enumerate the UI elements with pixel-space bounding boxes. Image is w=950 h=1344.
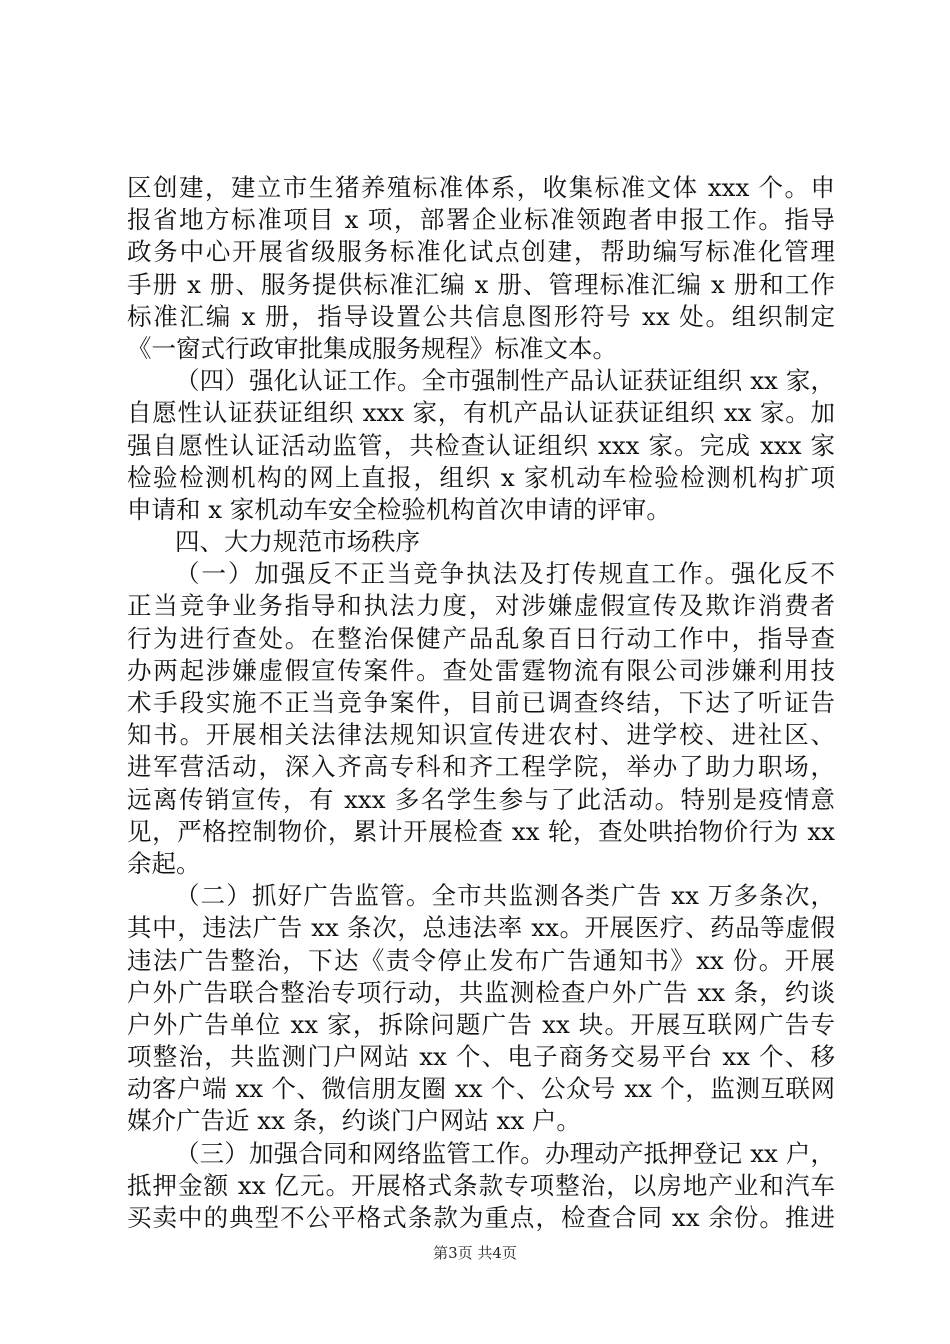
text-line: 申请和 x 家机动车安全检验机构首次申请的评审。 bbox=[127, 494, 671, 524]
text-line: 《一窗式行政审批集成服务规程》标准文本。 bbox=[127, 333, 617, 363]
text-line: 户外广告单位 xx 家，拆除问题广告 xx 块。开展互联网广告专 bbox=[127, 1009, 835, 1039]
text-line: 强自愿性认证活动监管，共检查认证组织 xxx 家。完成 xxx 家 bbox=[127, 430, 835, 460]
text-line: 政务中心开展省级服务标准化试点创建，帮助编写标准化管理 bbox=[127, 237, 835, 267]
paragraph-start-line: （四）强化认证工作。全市强制性产品认证获证组织 xx 家， bbox=[175, 366, 835, 396]
section-heading: 四、大力规范市场秩序 bbox=[175, 527, 420, 557]
text-line: 术手段实施不正当竞争案件，目前已调查终结，下达了听证告 bbox=[127, 688, 835, 717]
text-line: 行为进行查处。在整治保健产品乱象百日行动工作中，指导查 bbox=[127, 623, 835, 653]
text-line: 媒介广告近 xx 条，约谈门户网站 xx 户。 bbox=[127, 1106, 581, 1136]
text-line: 办两起涉嫌虚假宣传案件。查处雷霆物流有限公司涉嫌利用技 bbox=[127, 655, 835, 685]
document-body bbox=[127, 172, 835, 1234]
text-line: 见，严格控制物价，累计开展检查 xx 轮，查处哄抬物价行为 xx bbox=[127, 816, 835, 846]
paragraph-start-line: （三）加强合同和网络监管工作。办理动产抵押登记 xx 户， bbox=[175, 1138, 835, 1168]
text-line: 余起。 bbox=[127, 848, 201, 878]
text-line: 手册 x 册、服务提供标准汇编 x 册、管理标准汇编 x 册和工作 bbox=[127, 269, 835, 299]
text-line: 违法广告整治，下达《责令停止发布广告通知书》xx 份。开展 bbox=[127, 945, 835, 975]
text-line: 进军营活动，深入齐高专科和齐工程学院，举办了助力职场， bbox=[127, 752, 835, 782]
text-line: 远离传销宣传，有 xxx 多名学生参与了此活动。特别是疫情意 bbox=[127, 784, 835, 814]
page-footer: 第3页 共4页 bbox=[433, 1244, 517, 1262]
text-line: 其中，违法广告 xx 条次，总违法率 xx。开展医疗、药品等虚假 bbox=[127, 913, 835, 943]
text-line: 买卖中的典型不公平格式条款为重点，检查合同 xx 余份。推进 bbox=[127, 1203, 835, 1232]
text-line: 抵押金额 xx 亿元。开展格式条款专项整治，以房地产业和汽车 bbox=[127, 1170, 835, 1200]
text-line: 自愿性认证获证组织 xxx 家，有机产品认证获证组织 xx 家。加 bbox=[127, 398, 835, 428]
paragraph-start-line: （二）抓好广告监管。全市共监测各类广告 xx 万多条次， bbox=[175, 881, 835, 911]
text-line: 报省地方标准项目 x 项，部署企业标准领跑者申报工作。指导 bbox=[127, 205, 835, 235]
text-line: 标准汇编 x 册，指导设置公共信息图形符号 xx 处。组织制定 bbox=[127, 301, 835, 331]
text-line: 项整治，共监测门户网站 xx 个、电子商务交易平台 xx 个、移 bbox=[127, 1042, 835, 1072]
text-line: 检验检测机构的网上直报，组织 x 家机动车检验检测机构扩项 bbox=[127, 462, 835, 492]
text-line: 正当竞争业务指导和执法力度，对涉嫌虚假宣传及欺诈消费者 bbox=[127, 591, 835, 621]
text-line: 区创建，建立市生猪养殖标准体系，收集标准文体 xxx 个。申 bbox=[127, 173, 835, 202]
text-line: 户外广告联合整治专项行动，共监测检查户外广告 xx 条，约谈 bbox=[127, 977, 835, 1007]
text-line: 知书。开展相关法律法规知识宣传进农村、进学校、进社区、 bbox=[127, 720, 835, 750]
text-line: 动客户端 xx 个、微信朋友圈 xx 个、公众号 xx 个，监测互联网 bbox=[127, 1074, 835, 1104]
paragraph-start-line: （一）加强反不正当竞争执法及打传规直工作。强化反不 bbox=[175, 559, 835, 589]
